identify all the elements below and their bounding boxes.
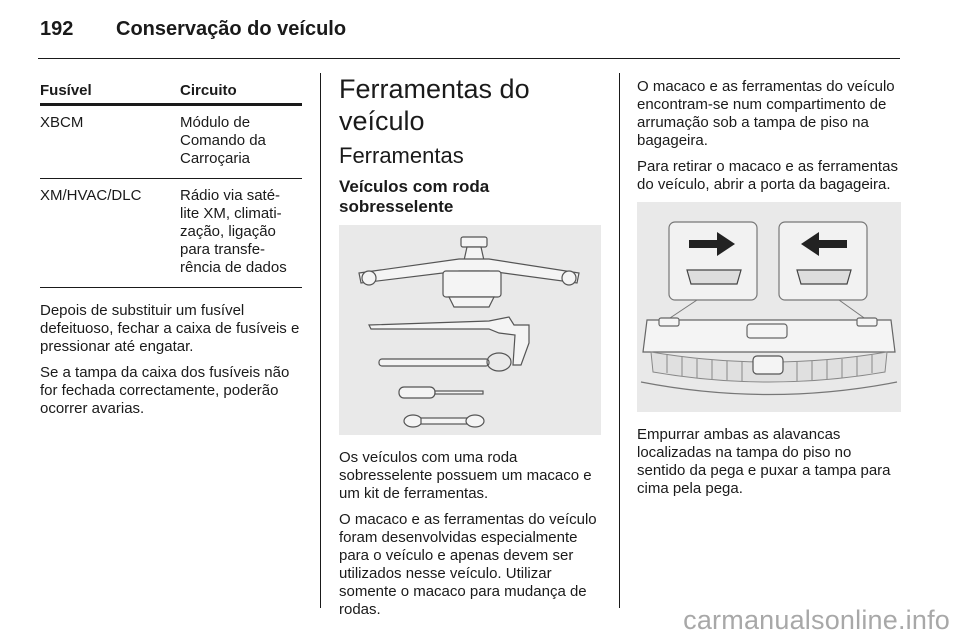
- page-number: 192: [40, 18, 74, 40]
- header-rule: [38, 58, 900, 59]
- topic-heading: Veículos com roda sobresselente: [339, 177, 490, 216]
- column-divider-2: [619, 73, 620, 608]
- section-heading: Ferramentas do veículo: [339, 74, 530, 136]
- page-header: [40, 18, 346, 41]
- column-2: [339, 73, 601, 627]
- fuse-table-header-row: [40, 80, 302, 105]
- table-row: [40, 105, 302, 179]
- fuse-column-header: Fusível: [40, 80, 180, 105]
- luggage-floor-drawing: [637, 202, 901, 412]
- body-paragraph: O macaco e as ferramentas do veículo encontram-se num compartimento de arrumação sob a tampa de piso na bagageira.: [637, 78, 895, 149]
- tools-illustration: [339, 225, 601, 435]
- fuse-cell: XBCM: [40, 105, 180, 179]
- body-paragraph: Os veículos com uma roda sobresselente possuem um macaco e um kit de ferramentas.: [339, 449, 592, 502]
- circuit-column-header: Circuito: [180, 80, 302, 105]
- body-paragraph: Depois de substituir um fusível defeituoso, fechar a caixa de fusíveis e pressionar até engatar.: [40, 302, 300, 355]
- fuse-table: [40, 80, 302, 288]
- body-paragraph: Empurrar ambas as alavancas localizadas na tampa do piso no sentido da pega e puxar a tampa para cima pela pega.: [637, 426, 891, 497]
- watermark: carmanualsonline.info: [683, 605, 950, 635]
- jack-and-tools-drawing: [339, 225, 601, 435]
- body-paragraph: O macaco e as ferramentas do veículo foram desenvolvidas especialmente para o veículo e apenas devem ser utilizados nesse veículo. Utilizar somente o macaco para mudança de rodas.: [339, 511, 597, 618]
- table-row: [40, 179, 302, 288]
- column-1: [40, 80, 302, 426]
- subsection-heading: Ferramentas: [339, 143, 464, 168]
- page-title: Conservação do veículo: [116, 18, 347, 40]
- circuit-cell: Módulo de Comando da Carroçaria: [180, 105, 302, 179]
- column-divider-1: [320, 73, 321, 608]
- body-paragraph: Se a tampa da caixa dos fusíveis não for fechada correctamente, poderão ocorrer avarias.: [40, 364, 290, 417]
- circuit-cell: Rádio via saté- lite XM, climati- zação, ligação para transfe- rência de dados: [180, 179, 302, 288]
- fuse-cell: XM/HVAC/DLC: [40, 179, 180, 288]
- column-3: [637, 78, 901, 506]
- floor-cover-illustration: [637, 202, 901, 412]
- body-paragraph: Para retirar o macaco e as ferramentas do veículo, abrir a porta da bagageira.: [637, 158, 898, 193]
